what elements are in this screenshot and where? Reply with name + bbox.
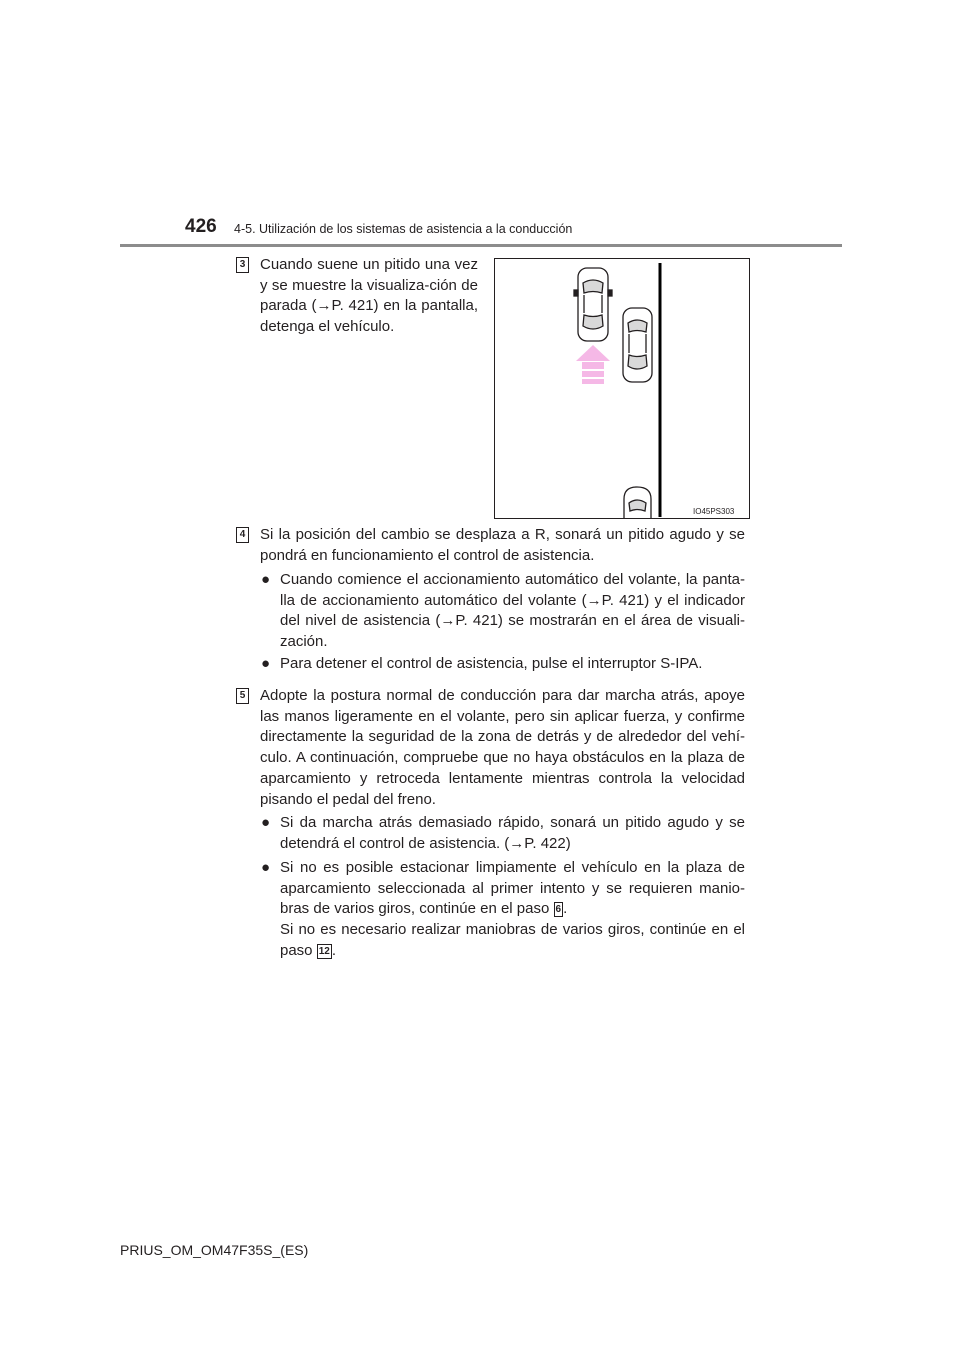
bullet-text: Si da marcha atrás demasiado rápido, sonará un pitido agudo y se detendrá el control de asistencia. (→P. 422): [280, 814, 745, 852]
punctuation: .: [331, 941, 336, 959]
figure-code: IO45PS303: [693, 507, 735, 516]
section-title: 4-5. Utilización de los sistemas de asistencia a la conducción: [234, 222, 573, 236]
document-footer: PRIUS_OM_OM47F35S_(ES): [120, 1242, 309, 1258]
header-rule: [120, 244, 842, 247]
step-number-5: 5: [236, 688, 249, 704]
bullet-symbol: ●: [261, 571, 271, 588]
step-3-text: Cuando suene un pitido una vez y se muestre la visualiza-ción de parada (→P. 421) en la pantalla, detenga el vehículo.: [260, 256, 478, 336]
rear-car-icon: [624, 487, 651, 518]
punctuation: .: [563, 900, 568, 918]
page-number: 426: [185, 216, 217, 237]
step-5-bullet-1: [261, 813, 745, 854]
own-car-icon: [574, 268, 612, 341]
step-reference-6[interactable]: 6: [555, 904, 562, 916]
step-5-bullet-2: [261, 858, 745, 962]
bullet-text: Cuando comience el accionamiento automático del volante, la panta-lla de accionamiento automático del volante (→P. 421) y el indicador del nivel de asistencia (→P. 421) se mostrarán en el área de visuali-zación.: [280, 571, 745, 651]
bullet-symbol: ●: [261, 859, 271, 876]
bullet-text: Si no es posible estacionar limpiamente el vehículo en la plaza de aparcamiento seleccionada al primer intento y se requieren manio-bras de varios giros, continúe en el paso: [280, 859, 745, 918]
step-reference-12[interactable]: 12: [318, 945, 330, 957]
step-number-4: 4: [236, 527, 249, 543]
parking-illustration: [494, 258, 750, 519]
bullet-symbol: ●: [261, 655, 271, 672]
step-5-text: Adopte la postura normal de conducción para dar marcha atrás, apoye las manos ligeramente en el volante, pero sin aplicar fuerza, y confirme directamente la seguridad de la zona de detrás y de alrededor del vehí-culo. A continuación, compruebe que no haya obstáculos en la plaza de aparcamiento y retroceda lentamente mientras controla la velocidad pisando el pedal del freno.: [260, 687, 745, 808]
step-4-bullet-1: [261, 570, 745, 653]
bullet-text: Para detener el control de asistencia, pulse el interruptor S-IPA.: [280, 655, 703, 672]
step-4-bullet-2: [261, 654, 745, 675]
step-4-text: Si la posición del cambio se desplaza a R, sonará un pitido agudo y se pondrá en funcionamiento el control de asistencia.: [260, 526, 745, 564]
step-number-3: 3: [236, 257, 249, 273]
bullet-symbol: ●: [261, 814, 271, 831]
parked-car-icon: [623, 308, 652, 382]
direction-arrow-icon: [576, 345, 610, 384]
bullet-text: Si no es necesario realizar maniobras de varios giros, continúe en el paso: [280, 921, 745, 959]
